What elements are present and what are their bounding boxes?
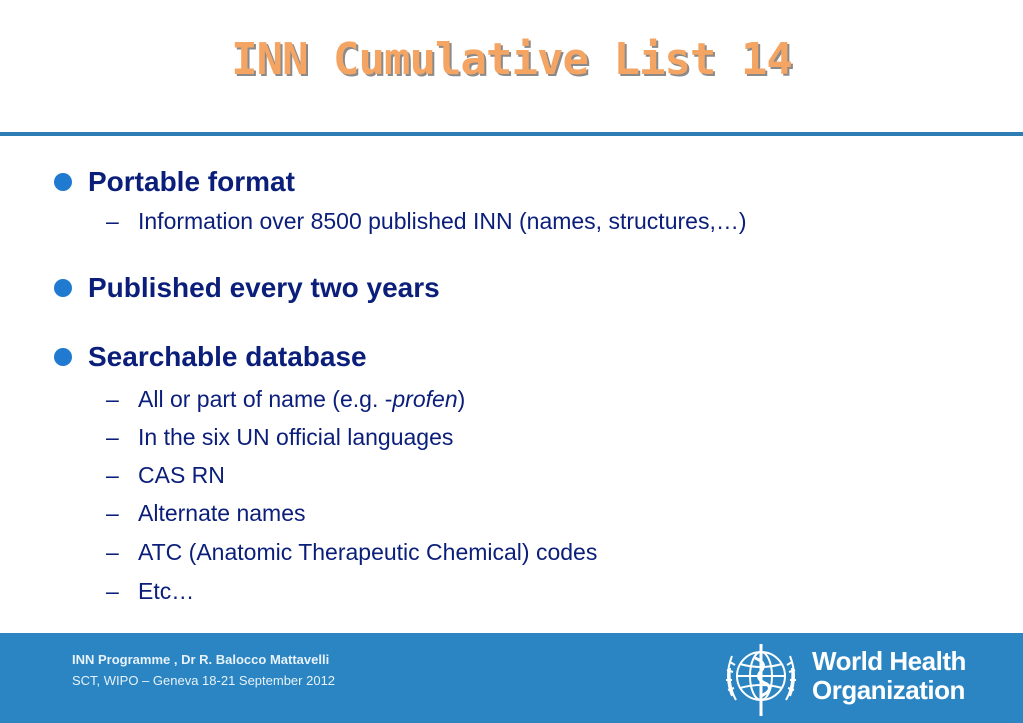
sub-item (106, 424, 453, 451)
sub-item (106, 539, 597, 566)
sub-item-text: ATC (Anatomic Therapeutic Chemical) codes (138, 539, 598, 565)
bullet-dot-icon (54, 173, 72, 191)
bullet-published (54, 272, 440, 304)
sub-item-text: Etc… (138, 578, 195, 604)
sub-item (106, 500, 305, 527)
title-divider (0, 132, 1023, 136)
sub-item-text: In the six UN official languages (138, 424, 454, 450)
sub-item-text: CAS RN (138, 462, 225, 488)
sub-item (106, 578, 194, 605)
sub-item-text: All or part of name (e.g. -profen) (138, 386, 466, 412)
dash-icon: – (106, 578, 119, 604)
dash-icon: – (106, 462, 119, 488)
bullet-label: Searchable database (88, 341, 367, 372)
dash-icon: – (106, 539, 119, 565)
who-emblem-icon (718, 638, 804, 720)
sub-item (106, 462, 225, 489)
sub-item-text: Information over 8500 published INN (names, structures,…) (138, 208, 747, 234)
bullet-label: Published every two years (88, 272, 440, 303)
bullet-dot-icon (54, 348, 72, 366)
slide-title: INN Cumulative List 14 (231, 34, 792, 85)
who-logo-text: World Health Organization (812, 646, 966, 705)
dash-icon: – (106, 500, 119, 526)
bullet-searchable (54, 341, 367, 373)
dash-icon: – (106, 386, 119, 412)
footer-presenter: INN Programme , Dr R. Balocco Mattavelli (72, 652, 330, 667)
sub-item (106, 208, 747, 235)
sub-item-text: Alternate names (138, 500, 306, 526)
sub-item (106, 386, 465, 413)
dash-icon: – (106, 424, 119, 450)
bullet-dot-icon (54, 279, 72, 297)
bullet-label: Portable format (88, 166, 295, 197)
footer-bar (0, 633, 1023, 723)
dash-icon: – (106, 208, 119, 234)
bullet-portable-format (54, 166, 295, 198)
footer-event: SCT, WIPO – Geneva 18-21 September 2012 (72, 673, 336, 688)
